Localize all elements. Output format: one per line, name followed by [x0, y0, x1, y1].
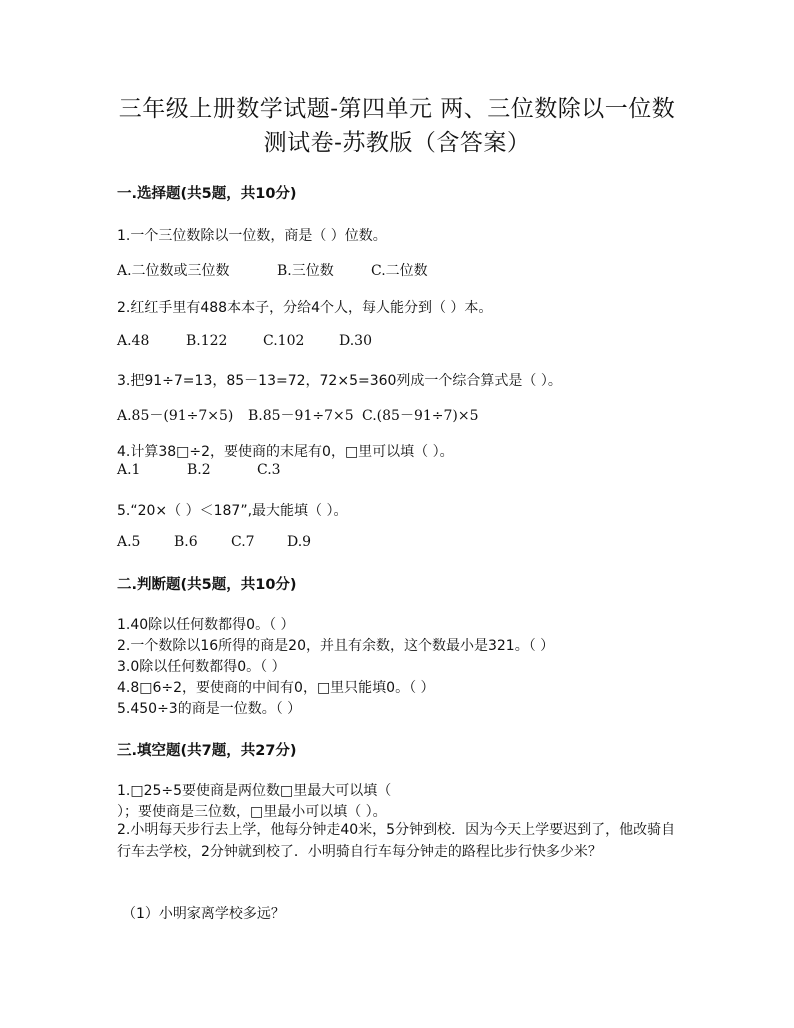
question-1-5: 5.“20×（ ）＜187”,最大能填（ ）。: [117, 503, 348, 519]
option: A.二位数或三位数: [117, 263, 230, 279]
fill-question-2-sub1: （1）小明家离学校多远？: [122, 906, 285, 922]
judgement-item: 1.40除以任何数都得0。（ ）: [117, 617, 295, 633]
options-1-2: [117, 333, 372, 349]
option: B.85－91÷7×5: [248, 408, 354, 424]
option: A.1: [117, 462, 141, 478]
option: B.122: [186, 333, 228, 349]
options-1-1: [117, 260, 428, 280]
option: D.9: [287, 534, 312, 550]
judgement-item: 4.8□6÷2，要使商的中间有0，□里只能填0。（ ）: [117, 680, 435, 696]
options-1-5: [117, 534, 311, 550]
option: A.85－(91÷7×5): [117, 408, 234, 424]
question-1-3: 3.把91÷7=13，85－13=72，72×5=360列成一个综合算式是（ ）。: [117, 373, 562, 389]
option: C.3: [257, 462, 281, 478]
section2-heading: 二.判断题(共5题，共10分): [117, 577, 297, 593]
option: C.(85－91÷7)×5: [362, 408, 479, 424]
option: D.30: [339, 333, 372, 349]
question-1-2: 2.红红手里有488本本子，分给4个人，每人能分到（ ）本。: [117, 300, 493, 316]
question-1-4: 4.计算38□÷2，要使商的末尾有0，□里可以填（ ）。: [117, 444, 454, 460]
page-title-line1: 三年级上册数学试题-第四单元 两、三位数除以一位数: [118, 96, 676, 122]
option: C.102: [263, 333, 305, 349]
section1-heading: 一.选择题(共5题，共10分): [117, 186, 297, 202]
option: B.6: [174, 534, 198, 550]
judgement-item: 5.450÷3的商是一位数。（ ）: [117, 701, 302, 717]
option: B.2: [187, 462, 211, 478]
option: C.二位数: [371, 263, 428, 279]
question-1-1: 1.一个三位数除以一位数，商是（ ）位数。: [117, 228, 387, 244]
options-1-4: [117, 462, 281, 478]
options-1-3: [117, 405, 479, 425]
section3-heading: 三.填空题(共7题，共27分): [117, 743, 297, 759]
option: C.7: [231, 534, 255, 550]
option: A.5: [117, 534, 141, 550]
fill-question-1-line1: 1.□25÷5要使商是两位数□里最大可以填（: [117, 783, 392, 799]
fill-question-1-line2: ）；要使商是三位数，□里最小可以填（ ）。: [117, 804, 387, 820]
option: B.三位数: [277, 263, 334, 279]
fill-question-2: 2.小明每天步行去上学，他每分钟走40米，5分钟到校．因为今天上学要迟到了，他改骑自行车去学校，2分钟就到校了．小明骑自行车每分钟走的路程比步行快多少米？: [117, 822, 676, 860]
judgement-item: 3.0除以任何数都得0。（ ）: [117, 659, 286, 675]
page-title-line2: 测试卷-苏教版（含答案）: [263, 130, 531, 156]
judgement-item: 2.一个数除以16所得的商是20，并且有余数，这个数最小是321。（ ）: [117, 638, 555, 654]
option: A.48: [117, 333, 150, 349]
